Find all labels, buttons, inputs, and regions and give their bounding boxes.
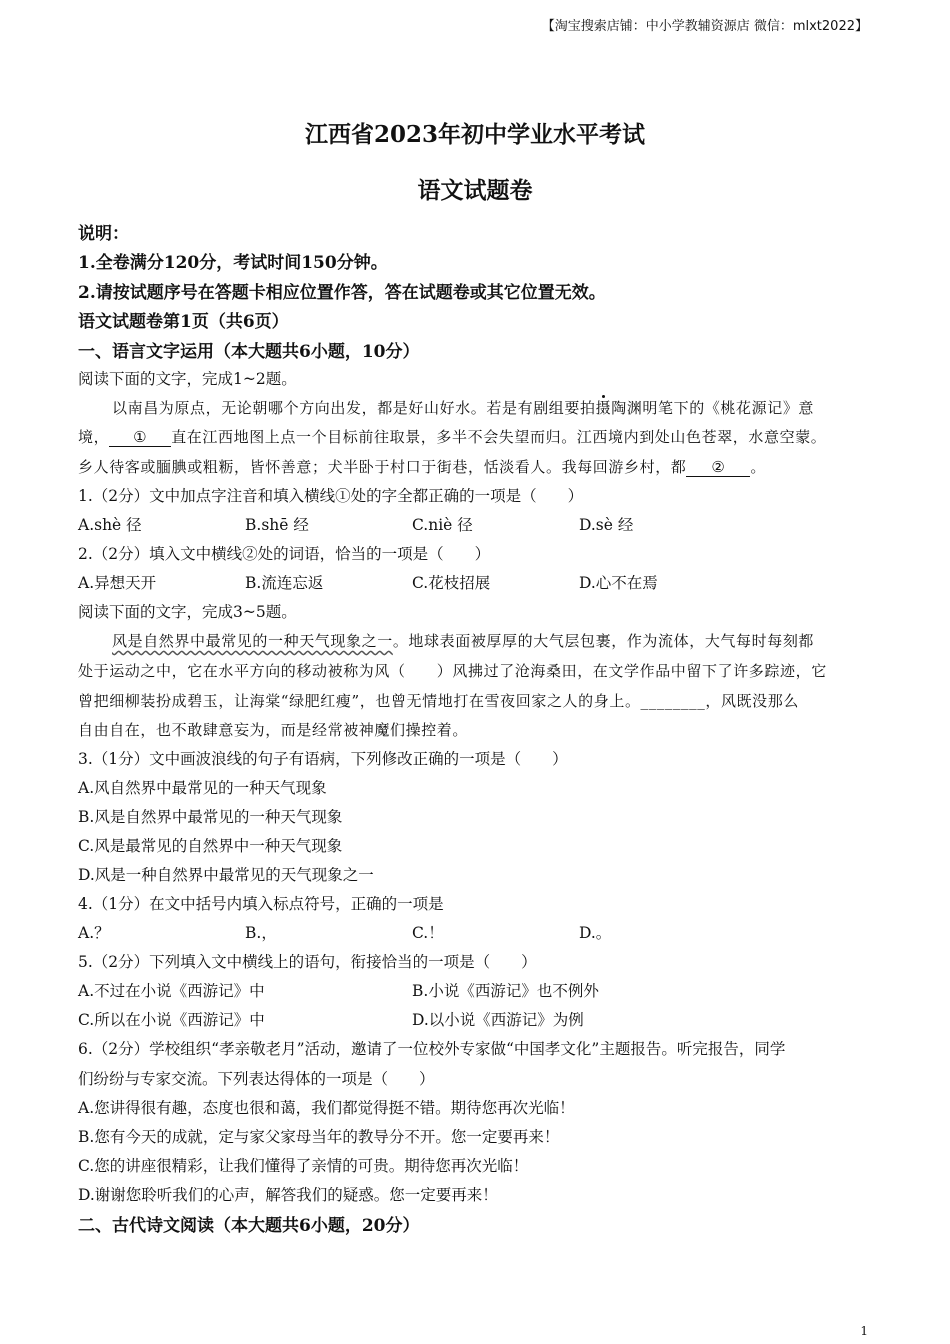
- page-number: 1: [860, 1324, 868, 1338]
- q4-option-a[interactable]: A.？: [78, 924, 110, 942]
- passage-2-line-3: [78, 690, 799, 711]
- q5-option-b[interactable]: B.小说《西游记》也不例外: [412, 982, 599, 1000]
- q4-option-d[interactable]: D.。: [579, 924, 612, 942]
- passage-2-line-4: 自由自在，也不敢肆意妄为，而是经常被神魔们操控着。: [78, 721, 469, 739]
- passage-text: 曾把细柳装扮成碧玉，让海棠“绿肥红瘦”，也曾无情地打在雪夜回家之人的身上。: [78, 692, 641, 710]
- reading-2-intro: 阅读下面的文字，完成3~5题。: [78, 603, 297, 621]
- q3-option-b[interactable]: B.风是自然界中最常见的一种天气现象: [78, 808, 343, 826]
- passage-text: 直在江西地图上点一个目标前往取景，多半不会失望而归。江西境内到处山色苍翠，水意空蒙。: [171, 428, 827, 446]
- q2-option-b[interactable]: B.流连忘返: [245, 574, 324, 592]
- passage-1-line-1: [112, 397, 814, 418]
- q6-option-d[interactable]: D.谢谢您聆听我们的心声，解答我们的疑惑。您一定要再来！: [78, 1186, 498, 1204]
- q5-option-d[interactable]: D.以小说《西游记》为例: [412, 1011, 584, 1029]
- passage-text: 乡人待客或腼腆或粗粝，皆怀善意；犬半卧于村口于街巷，恬淡看人。我每回游乡村，都: [78, 458, 687, 476]
- q1-option-c[interactable]: C.niè 径: [412, 516, 473, 534]
- q1-option-d[interactable]: D.sè 经: [579, 516, 634, 534]
- q6-stem-line-2: 们纷纷与专家交流。下列表达得体的一项是（ ）: [78, 1070, 435, 1088]
- q4-option-b[interactable]: B.，: [245, 924, 277, 942]
- q2-stem: 2.（2分）填入文中横线②处的词语，恰当的一项是（ ）: [78, 545, 491, 563]
- q2-option-a[interactable]: A.异想天开: [78, 574, 157, 592]
- q4-stem: 4.（1分）在文中括号内填入标点符号，正确的一项是: [78, 895, 444, 913]
- exam-title: 江西省2023年初中学业水平考试: [304, 121, 645, 148]
- q6-option-a[interactable]: A.您讲得很有趣，态度也很和蔼，我们都觉得挺不错。期待您再次光临！: [78, 1099, 575, 1117]
- q5-option-a[interactable]: A.不过在小说《西游记》中: [78, 982, 265, 1000]
- passage-text: ，风既没那么: [705, 692, 799, 710]
- q1-option-a[interactable]: A.shè 径: [78, 516, 142, 534]
- instructions-heading: 说明：: [78, 224, 129, 244]
- passage-1-line-3: [78, 456, 766, 477]
- emphasis-dot-char: 摄: [595, 399, 612, 417]
- passage-text: 。: [750, 458, 767, 476]
- wavy-underlined-sentence: 风是自然界中最常见的一种天气现象之一: [112, 632, 393, 650]
- blank-2: ②: [686, 458, 750, 477]
- instruction-2: 2.请按试题序号在答题卡相应位置作答，答在试题卷或其它位置无效。: [78, 283, 606, 303]
- header-note: 【淘宝搜索店铺：中小学教辅资源店 微信：mlxt2022】: [541, 19, 868, 34]
- q5-option-c[interactable]: C.所以在小说《西游记》中: [78, 1011, 265, 1029]
- q1-stem: 1.（2分）文中加点字注音和填入横线①处的字全都正确的一项是（ ）: [78, 487, 584, 505]
- q3-option-c[interactable]: C.风是最常见的自然界中一种天气现象: [78, 837, 343, 855]
- q1-option-b[interactable]: B.shē 经: [245, 516, 309, 534]
- paper-title: 语文试题卷: [417, 177, 533, 204]
- passage-2-line-2: 处于运动之中，它在水平方向的移动被称为风（ ）风拂过了沧海桑田，在文学作品中留下了许多踪迹，它: [78, 662, 827, 680]
- q2-option-d[interactable]: D.心不在焉: [579, 574, 658, 592]
- q5-stem: 5.（2分）下列填入文中横线上的语句，衔接恰当的一项是（ ）: [78, 953, 537, 971]
- reading-1-intro: 阅读下面的文字，完成1~2题。: [78, 370, 297, 388]
- page-info: 语文试题卷第1页（共6页）: [78, 312, 289, 332]
- passage-text: 以南昌为原点，无论朝哪个方向出发，都是好山好水。若是有剧组要拍: [112, 399, 596, 417]
- passage-text: 境，: [78, 428, 110, 446]
- passage-1-line-2: [78, 426, 826, 447]
- q6-option-c[interactable]: C.您的讲座很精彩，让我们懂得了亲情的可贵。期待您再次光临！: [78, 1157, 529, 1175]
- q6-option-b[interactable]: B.您有今天的成就，定与家父家母当年的教导分不开。您一定要再来！: [78, 1128, 560, 1146]
- q2-option-c[interactable]: C.花枝招展: [412, 574, 491, 592]
- q3-stem: 3.（1分）文中画波浪线的句子有语病，下列修改正确的一项是（ ）: [78, 750, 568, 768]
- q3-option-d[interactable]: D.风是一种自然界中最常见的天气现象之一: [78, 866, 374, 884]
- section-2-title: 二、古代诗文阅读（本大题共6小题，20分）: [78, 1216, 420, 1236]
- q4-option-c[interactable]: C.！: [412, 924, 444, 942]
- passage-text: 。地球表面被厚厚的大气层包裹，作为流体，大气每时每刻都: [392, 632, 815, 650]
- instruction-1: 1.全卷满分120分，考试时间150分钟。: [78, 253, 388, 273]
- q6-stem-line-1: 6.（2分）学校组织“孝亲敬老月”活动，邀请了一位校外专家做“中国孝文化”主题报告。听完报告，同学: [78, 1040, 786, 1058]
- blank-line: ________: [640, 692, 706, 710]
- blank-1: ①: [109, 428, 171, 447]
- section-1-title: 一、语言文字运用（本大题共6小题，10分）: [78, 342, 420, 362]
- passage-text: 陶渊明笔下的《桃花源记》意: [611, 399, 815, 417]
- passage-2-line-1: [112, 630, 814, 651]
- q3-option-a[interactable]: A.风自然界中最常见的一种天气现象: [78, 779, 327, 797]
